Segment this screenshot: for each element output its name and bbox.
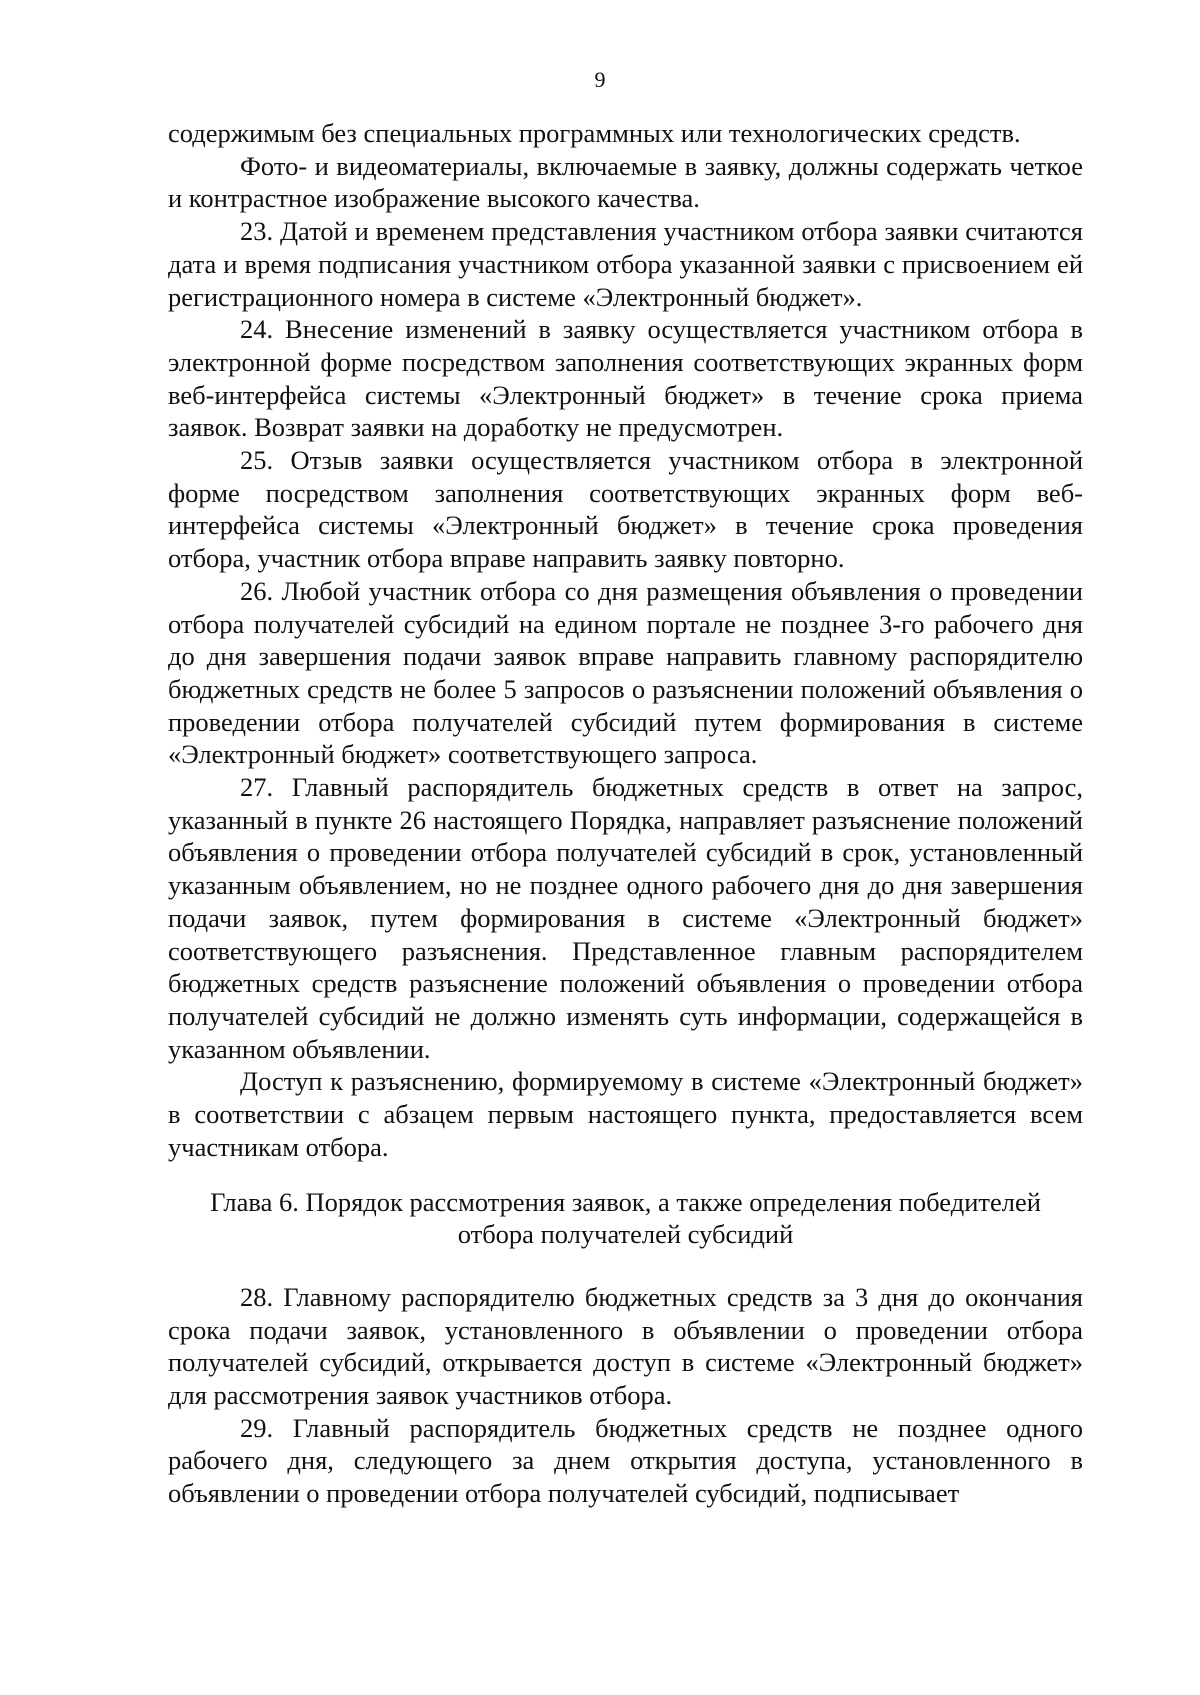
document-body bbox=[168, 117, 1083, 1510]
paragraph: Фото- и видеоматериалы, включаемые в заявку, должны содержать четкое и контрастное изображение высокого качества. bbox=[168, 150, 1083, 214]
paragraph: Доступ к разъяснению, формируемому в системе «Электронный бюджет» в соответствии с абзацем первым настоящего пункта, предоставляется всем участникам отбора. bbox=[168, 1066, 1083, 1162]
paragraph-item-28: 28. Главному распорядителю бюджетных средств за 3 дня до окончания срока подачи заявок, установленного в объявлении о проведении отбора получателей субсидий, открывается доступ в системе «Электронный бюджет» для рассмотрения заявок участников отбора. bbox=[168, 1281, 1083, 1411]
paragraph-item-24: 24. Внесение изменений в заявку осуществляется участником отбора в электронной форме посредством заполнения соответствующих экранных форм веб-интерфейса системы «Электронный бюджет» в течение срока приема заявок. Возврат заявки на доработку не предусмотрен. bbox=[168, 314, 1083, 443]
paragraph-item-25: 25. Отзыв заявки осуществляется участником отбора в электронной форме посредством заполнения соответствующих экранных форм веб-интерфейса системы «Электронный бюджет» в течение срока проведения отбора, участник отбора вправе направить заявку повторно. bbox=[168, 445, 1083, 574]
paragraph-item-27: 27. Главный распорядитель бюджетных средств в ответ на запрос, указанный в пункте 26 настоящего Порядка, направляет разъяснение положений объявления о проведении отбора получателей субсидий в срок, установленный указанным объявлением, но не позднее одного рабочего дня до дня завершения подачи заявок, путем формирования в системе «Электронный бюджет» соответствующего разъяснения. Представленное главным распорядителем бюджетных средств разъяснение положений объявления о проведении отбора получателей субсидий не должно изменять суть информации, содержащейся в указанном объявлении. bbox=[168, 772, 1083, 1064]
paragraph-continuation: содержимым без специальных программных или технологических средств. bbox=[168, 118, 1021, 148]
chapter-heading-line-1: Глава 6. Порядок рассмотрения заявок, а также определения победителей bbox=[210, 1186, 1041, 1217]
chapter-heading-line-2: отбора получателей субсидий bbox=[457, 1219, 794, 1250]
page-number: 9 bbox=[594, 67, 606, 92]
paragraph-item-23: 23. Датой и временем представления участником отбора заявки считаются дата и время подписания участником отбора указанной заявки с присвоением ей регистрационного номера в системе «Электронный бюджет». bbox=[168, 216, 1083, 312]
paragraph-item-29: 29. Главный распорядитель бюджетных средств не позднее одного рабочего дня, следующего за днем открытия доступа, установленного в объявлении о проведении отбора получателей субсидий, подписывает bbox=[168, 1412, 1083, 1509]
chapter-heading bbox=[168, 1186, 1083, 1251]
paragraph-item-26: 26. Любой участник отбора со дня размещения объявления о проведении отбора получателей субсидий на едином портале не позднее 3-го рабочего дня до дня завершения подачи заявок вправе направить главному распорядителю бюджетных средств не более 5 запросов о разъяснении положений объявления о проведении отбора получателей субсидий путем формирования в системе «Электронный бюджет» соответствующего запроса. bbox=[168, 575, 1083, 770]
